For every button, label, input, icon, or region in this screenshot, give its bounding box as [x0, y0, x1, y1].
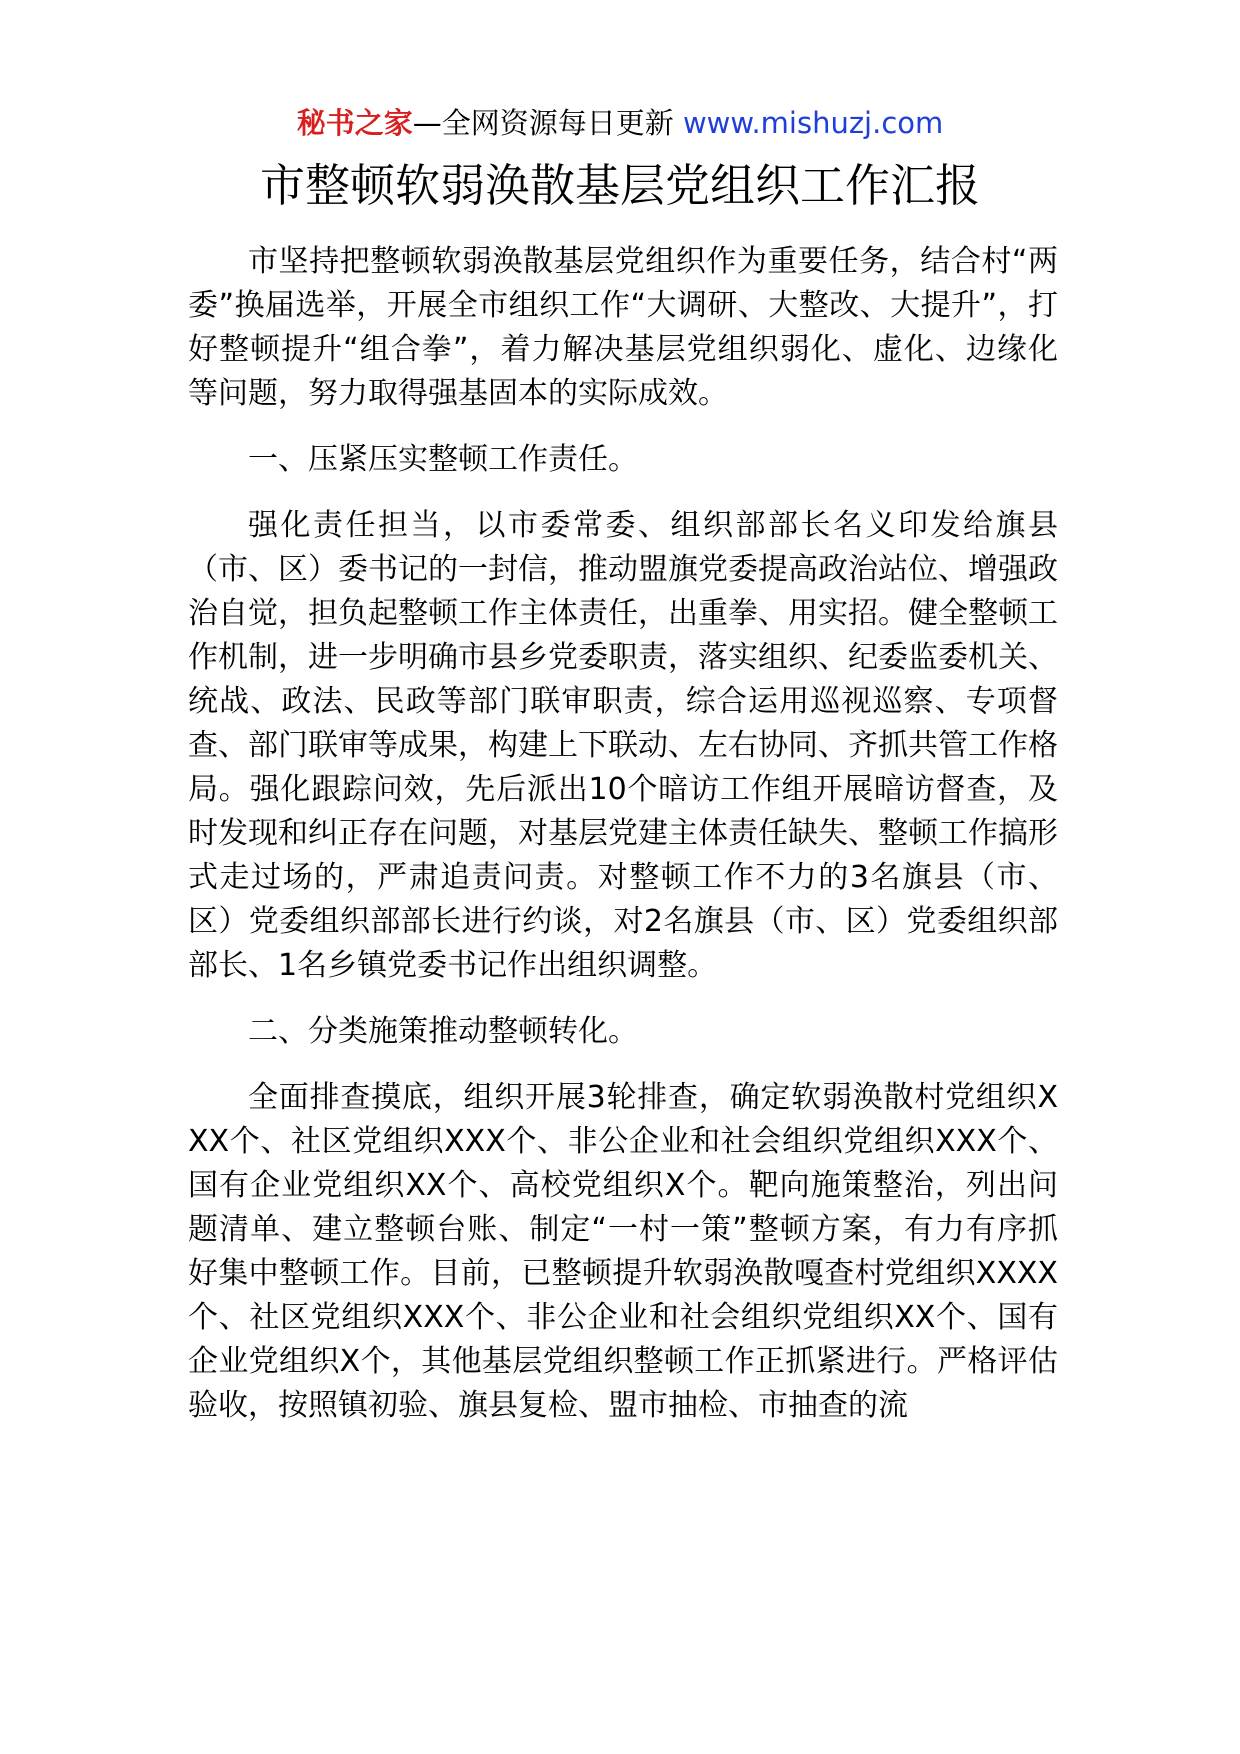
header-slogan: —全网资源每日更新 — [412, 106, 674, 140]
intro-paragraph: 市坚持把整顿软弱涣散基层党组织作为重要任务，结合村“两委”换届选举，开展全市组织工作“大调研、大整改、大提升”，打好整顿提升“组合拳”，着力解决基层党组织弱化、虚化、边缘化等问题，努力取得强基固本的实际成效。 — [188, 244, 1058, 411]
document-title: 市整顿软弱涣散基层党组织工作汇报 — [259, 159, 980, 212]
brand-name: 秘书之家 — [296, 106, 413, 140]
site-header — [0, 103, 1240, 143]
site-url-link[interactable]: www.mishuzj.com — [682, 106, 944, 140]
section-2-paragraph: 全面排查摸底，组织开展3轮排查，确定软弱涣散村党组织XXX个、社区党组织XXX个、非公企业和社会组织党组织XXX个、国有企业党组织XX个、高校党组织X个。靶向施策整治，列出问题清单、建立整顿台账、制定“一村一策”整顿方案，有力有序抓好集中整顿工作。目前，已整顿提升软弱涣散嘎查村党组织XXXX个、社区党组织XXX个、非公企业和社会组织党组织XX个、国有企业党组织X个，其他基层党组织整顿工作正抓紧进行。严格评估验收，按照镇初验、旗县复检、盟市抽检、市抽查的流 — [188, 1080, 1058, 1423]
section-heading-1: 一、压紧压实整顿工作责任。 — [248, 442, 638, 477]
section-1-paragraph: 强化责任担当，以市委常委、组织部部长名义印发给旗县（市、区）委书记的一封信，推动盟旗党委提高政治站位、增强政治自觉，担负起整顿工作主体责任，出重拳、用实招。健全整顿工作机制，进一步明确市县乡党委职责，落实组织、纪委监委机关、统战、政法、民政等部门联审职责，综合运用巡视巡察、专项督查、部门联审等成果，构建上下联动、左右协同、齐抓共管工作格局。强化跟踪问效，先后派出10个暗访工作组开展暗访督查，及时发现和纠正存在问题，对基层党建主体责任缺失、整顿工作搞形式走过场的，严肃追责问责。对整顿工作不力的3名旗县（市、区）党委组织部部长进行约谈，对2名旗县（市、区）党委组织部部长、1名乡镇党委书记作出组织调整。 — [188, 508, 1058, 983]
document-body — [188, 240, 1058, 1450]
section-heading-2: 二、分类施策推动整顿转化。 — [248, 1014, 638, 1049]
